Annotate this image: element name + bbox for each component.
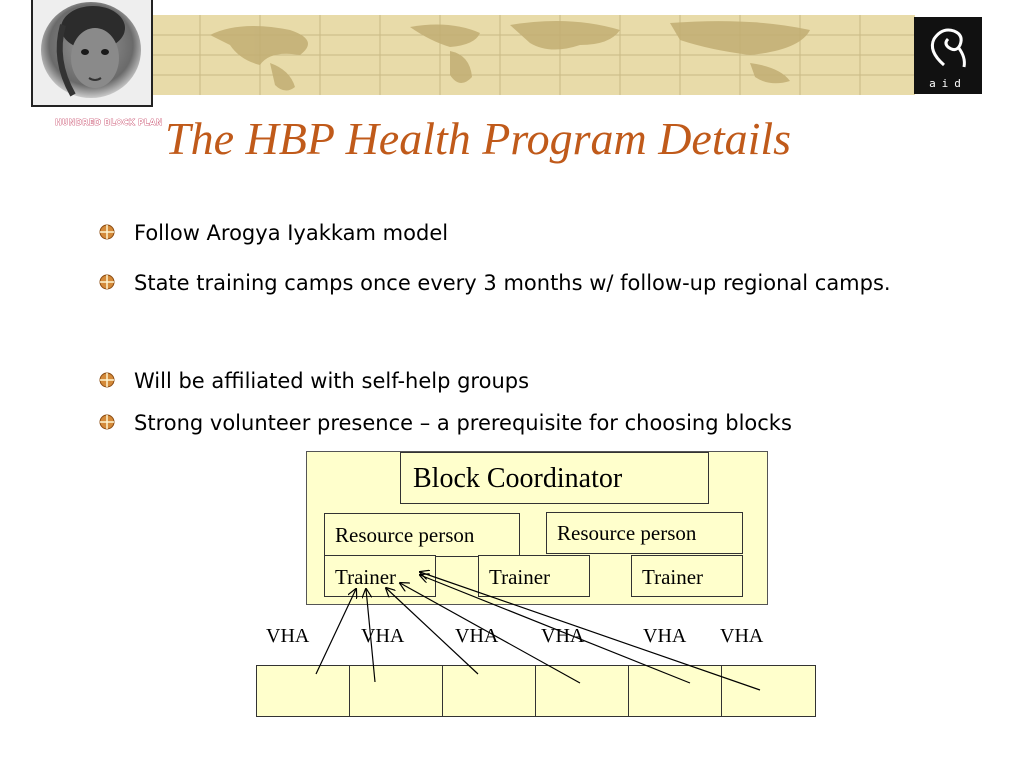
vha-cell: [628, 665, 722, 717]
bullet-marker-icon: [98, 223, 116, 241]
vha-cell: [535, 665, 629, 717]
resource-person-box: [546, 512, 743, 554]
vha-cell: [721, 665, 816, 717]
trainer-label: Trainer: [335, 565, 397, 589]
resource-person-label: Resource person: [335, 523, 475, 547]
bullet-text: Follow Arogya Iyakkam model: [134, 221, 449, 245]
bullet-text: Strong volunteer presence – a prerequisite for choosing blocks: [134, 411, 792, 435]
program-tag: HUNDRED BLOCK PLAN: [55, 118, 163, 127]
vha-label: VHA: [643, 625, 687, 647]
vha-label: VHA: [266, 625, 310, 647]
bullet-item: [98, 360, 978, 402]
trainer-label: Trainer: [489, 565, 551, 589]
aid-logo-text: aid: [929, 77, 967, 90]
vha-label: VHA: [455, 625, 499, 647]
child-photo: [33, 0, 151, 105]
bullet-marker-icon: [98, 413, 116, 431]
bullet-text: State training camps once every 3 months w/ follow-up regional camps.: [134, 271, 891, 295]
vha-cell: [349, 665, 443, 717]
trainer-box: [631, 555, 743, 597]
bullet-marker-icon: [98, 371, 116, 389]
vha-label: VHA: [541, 625, 585, 647]
world-map-banner: [150, 15, 915, 95]
world-map-graphic: [150, 15, 915, 95]
block-coordinator-label: Block Coordinator: [413, 463, 623, 494]
vha-label: VHA: [361, 625, 405, 647]
bullet-item: [98, 260, 978, 360]
trainer-box: [324, 555, 436, 597]
trainer-box: [478, 555, 590, 597]
bullet-item: [98, 402, 978, 444]
page-title: The HBP Health Program Details: [165, 113, 792, 164]
vha-cell-row: [256, 665, 815, 717]
block-coordinator-box: [400, 452, 709, 504]
vha-cell: [256, 665, 350, 717]
bullet-item: [98, 210, 978, 260]
bullet-text: Will be affiliated with self-help groups: [134, 369, 530, 393]
aid-logo: [914, 17, 982, 94]
vha-label: VHA: [720, 625, 764, 647]
trainer-label: Trainer: [642, 565, 704, 589]
resource-person-box: [324, 513, 520, 557]
resource-person-label: Resource person: [557, 521, 697, 545]
bullet-marker-icon: [98, 273, 116, 291]
vha-cell: [442, 665, 536, 717]
child-photo-graphic: [33, 0, 151, 105]
aid-logo-icon: [914, 17, 982, 77]
bullet-list: [98, 210, 978, 444]
